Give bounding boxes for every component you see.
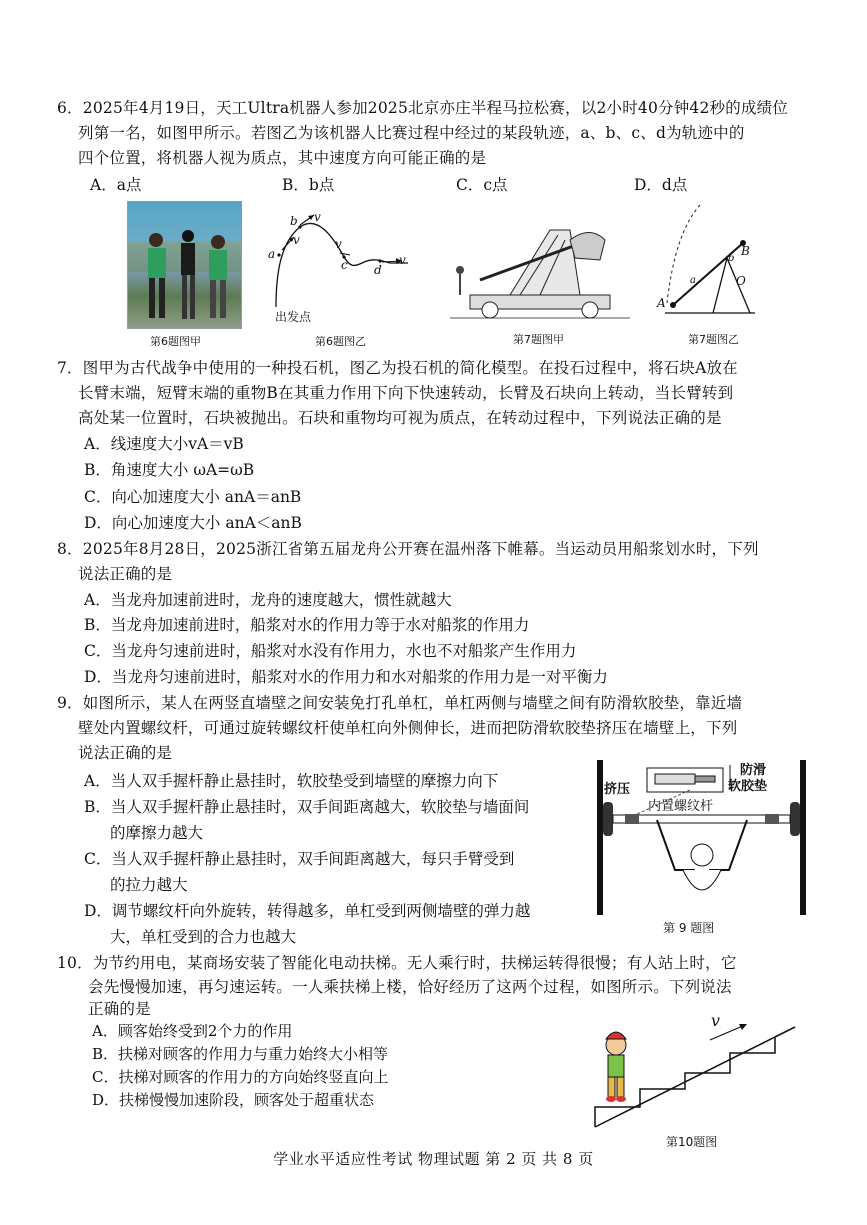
fig7-yi-caption: 第7题图乙: [688, 333, 739, 346]
fig7-jia-caption: 第7题图甲: [513, 333, 564, 346]
fig7-label-b: b: [728, 253, 735, 264]
q9-option-c-cont: 的拉力越大: [110, 876, 188, 894]
fig10-escalator-diagram: [590, 1015, 805, 1130]
fig6-point-a: a: [268, 247, 276, 261]
q6-option-b: B．b点: [282, 176, 335, 194]
fig9-pad-label-bottom: 软胶垫: [728, 779, 768, 794]
q7-stem-line-2: 长臂末端，短臂末端的重物B在其重力作用下向下快速转动，长臂及石块向上转动，当长臂转到: [78, 384, 734, 402]
runner-figures-illustration: [128, 202, 241, 328]
q10-stem-line-1: 10．为节约用电，某商场安装了智能化电动扶梯。无人乘行时，扶梯运转得很慢；有人站上时，它: [57, 954, 737, 972]
q9-option-b: B．当人双手握杆静止悬挂时，双手间距离越大，软胶垫与墙面间: [84, 798, 530, 816]
q10-option-b: B．扶梯对顾客的作用力与重力始终大小相等: [92, 1045, 389, 1063]
fig7-label-O: O: [736, 274, 746, 288]
q6-option-c: C．c点: [456, 176, 508, 194]
fig10-velocity-label: v: [711, 1011, 721, 1030]
q9-stem-line-2: 壁处内置螺纹杆，可通过旋转螺纹杆使单杠向外侧伸长，进而把防滑软胶垫挤压在墙壁上，下列: [78, 719, 738, 737]
q7-option-b: B．角速度大小 ωA=ωB: [84, 461, 255, 479]
fig6-jia-caption: 第6题图甲: [150, 335, 201, 348]
fig6-velocity-b-label: v: [314, 210, 321, 224]
fig9-pad-label-top: 防滑: [740, 763, 767, 778]
fig9-caption: 第 9 题图: [663, 921, 715, 935]
fig6-point-b: b: [290, 214, 298, 228]
fig7-label-B: B: [741, 244, 750, 258]
q8-stem-line-2: 说法正确的是: [78, 565, 173, 583]
q9-option-c: C．当人双手握杆静止悬挂时，双手间距离越大，每只手臂受到: [84, 850, 515, 868]
fig6-point-d: d: [374, 263, 382, 277]
q10-option-d: D．扶梯慢慢加速阶段，顾客处于超重状态: [92, 1091, 375, 1109]
q6-option-d: D．d点: [634, 176, 688, 194]
q8-option-b: B．当龙舟加速前进时，船浆对水的作用力等于水对船浆的作用力: [84, 616, 530, 634]
q9-option-b-cont: 的摩擦力越大: [110, 824, 204, 842]
q6-stem-line-2: 列第一名，如图甲所示。若图乙为该机器人比赛过程中经过的某段轨迹，a、b、c、d为轨迹中的: [78, 124, 745, 142]
q9-stem-line-3: 说法正确的是: [78, 744, 173, 762]
q6-stem-line-1: 6．2025年4月19日，天工Ultra机器人参加2025北京亦庄半程马拉松赛，以2小时40分钟42秒的成绩位: [57, 99, 789, 117]
q8-option-c: C．当龙舟匀速前进时，船浆对水没有作用力，水也不对船浆产生作用力: [84, 642, 577, 660]
q10-option-c: C．扶梯对顾客的作用力的方向始终竖直向上: [92, 1068, 389, 1086]
fig6-point-c: c: [341, 258, 348, 272]
fig9-squeeze-label: 挤压: [604, 782, 631, 797]
fig9-screw-label: 内置螺纹杆: [648, 799, 714, 814]
q9-stem-line-1: 9．如图所示，某人在两竖直墙壁之间安装免打孔单杠，单杠两侧与墙壁之间有防滑软胶垫，靠近墙: [57, 694, 743, 712]
fig6-velocity-d-label: v: [399, 253, 406, 267]
fig10-caption: 第10题图: [666, 1135, 718, 1149]
q7-stem-line-1: 7．图甲为古代战争中使用的一种投石机，图乙为投石机的简化模型。在投石过程中，将石块A放在: [57, 359, 738, 377]
q8-option-d: D．当龙舟匀速前进时，船浆对水的作用力和水对船浆的作用力是一对平衡力: [84, 668, 608, 686]
q9-option-a: A．当人双手握杆静止悬挂时，软胶垫受到墙壁的摩擦力向下: [84, 772, 499, 790]
q10-stem-line-3: 正确的是: [88, 1000, 151, 1018]
q7-stem-line-3: 高处某一位置时，石块被抛出。石块和重物均可视为质点，在转动过程中，下列说法正确的是: [78, 409, 722, 427]
fig6-velocity-c-label: v: [335, 237, 342, 251]
q7-option-d: D．向心加速度大小 anA＜anB: [84, 514, 302, 532]
fig7-catapult-drawing: [450, 210, 630, 325]
fig6-yi-caption: 第6题图乙: [315, 335, 366, 348]
q9-option-d-cont: 大，单杠受到的合力也越大: [110, 928, 297, 946]
fig7-label-a: a: [690, 275, 696, 286]
q6-option-a: A．a点: [90, 176, 142, 194]
q10-stem-line-2: 会先慢慢加速，再匀速运转。一人乘扶梯上楼，恰好经历了这两个过程，如图所示。下列说法: [88, 978, 732, 996]
q8-option-a: A．当龙舟加速前进时，龙舟的速度越大，惯性就越大: [84, 591, 452, 609]
robot-marathon-photo: [127, 201, 242, 329]
fig7-model-diagram: [655, 203, 755, 323]
fig7-label-A: A: [657, 296, 666, 310]
q6-stem-line-3: 四个位置，将机器人视为质点，其中速度方向可能正确的是: [78, 149, 487, 167]
page-footer: 学业水平适应性考试 物理试题 第 2 页 共 8 页: [273, 1150, 594, 1168]
fig6-velocity-a-label: v: [293, 233, 300, 247]
q7-option-a: A．线速度大小vA＝vB: [84, 435, 244, 453]
q9-option-d: D．调节螺纹杆向外旋转，转得越多，单杠受到两侧墙壁的弹力越: [84, 902, 531, 920]
q10-option-a: A．顾客始终受到2个力的作用: [92, 1022, 293, 1040]
q8-stem-line-1: 8．2025年8月28日，2025浙江省第五届龙舟公开赛在温州落下帷幕。当运动员用船浆划水时，下列: [57, 540, 759, 558]
q7-option-c: C．向心加速度大小 anA＝anB: [84, 488, 302, 506]
fig6-start-label: 出发点: [275, 310, 312, 324]
